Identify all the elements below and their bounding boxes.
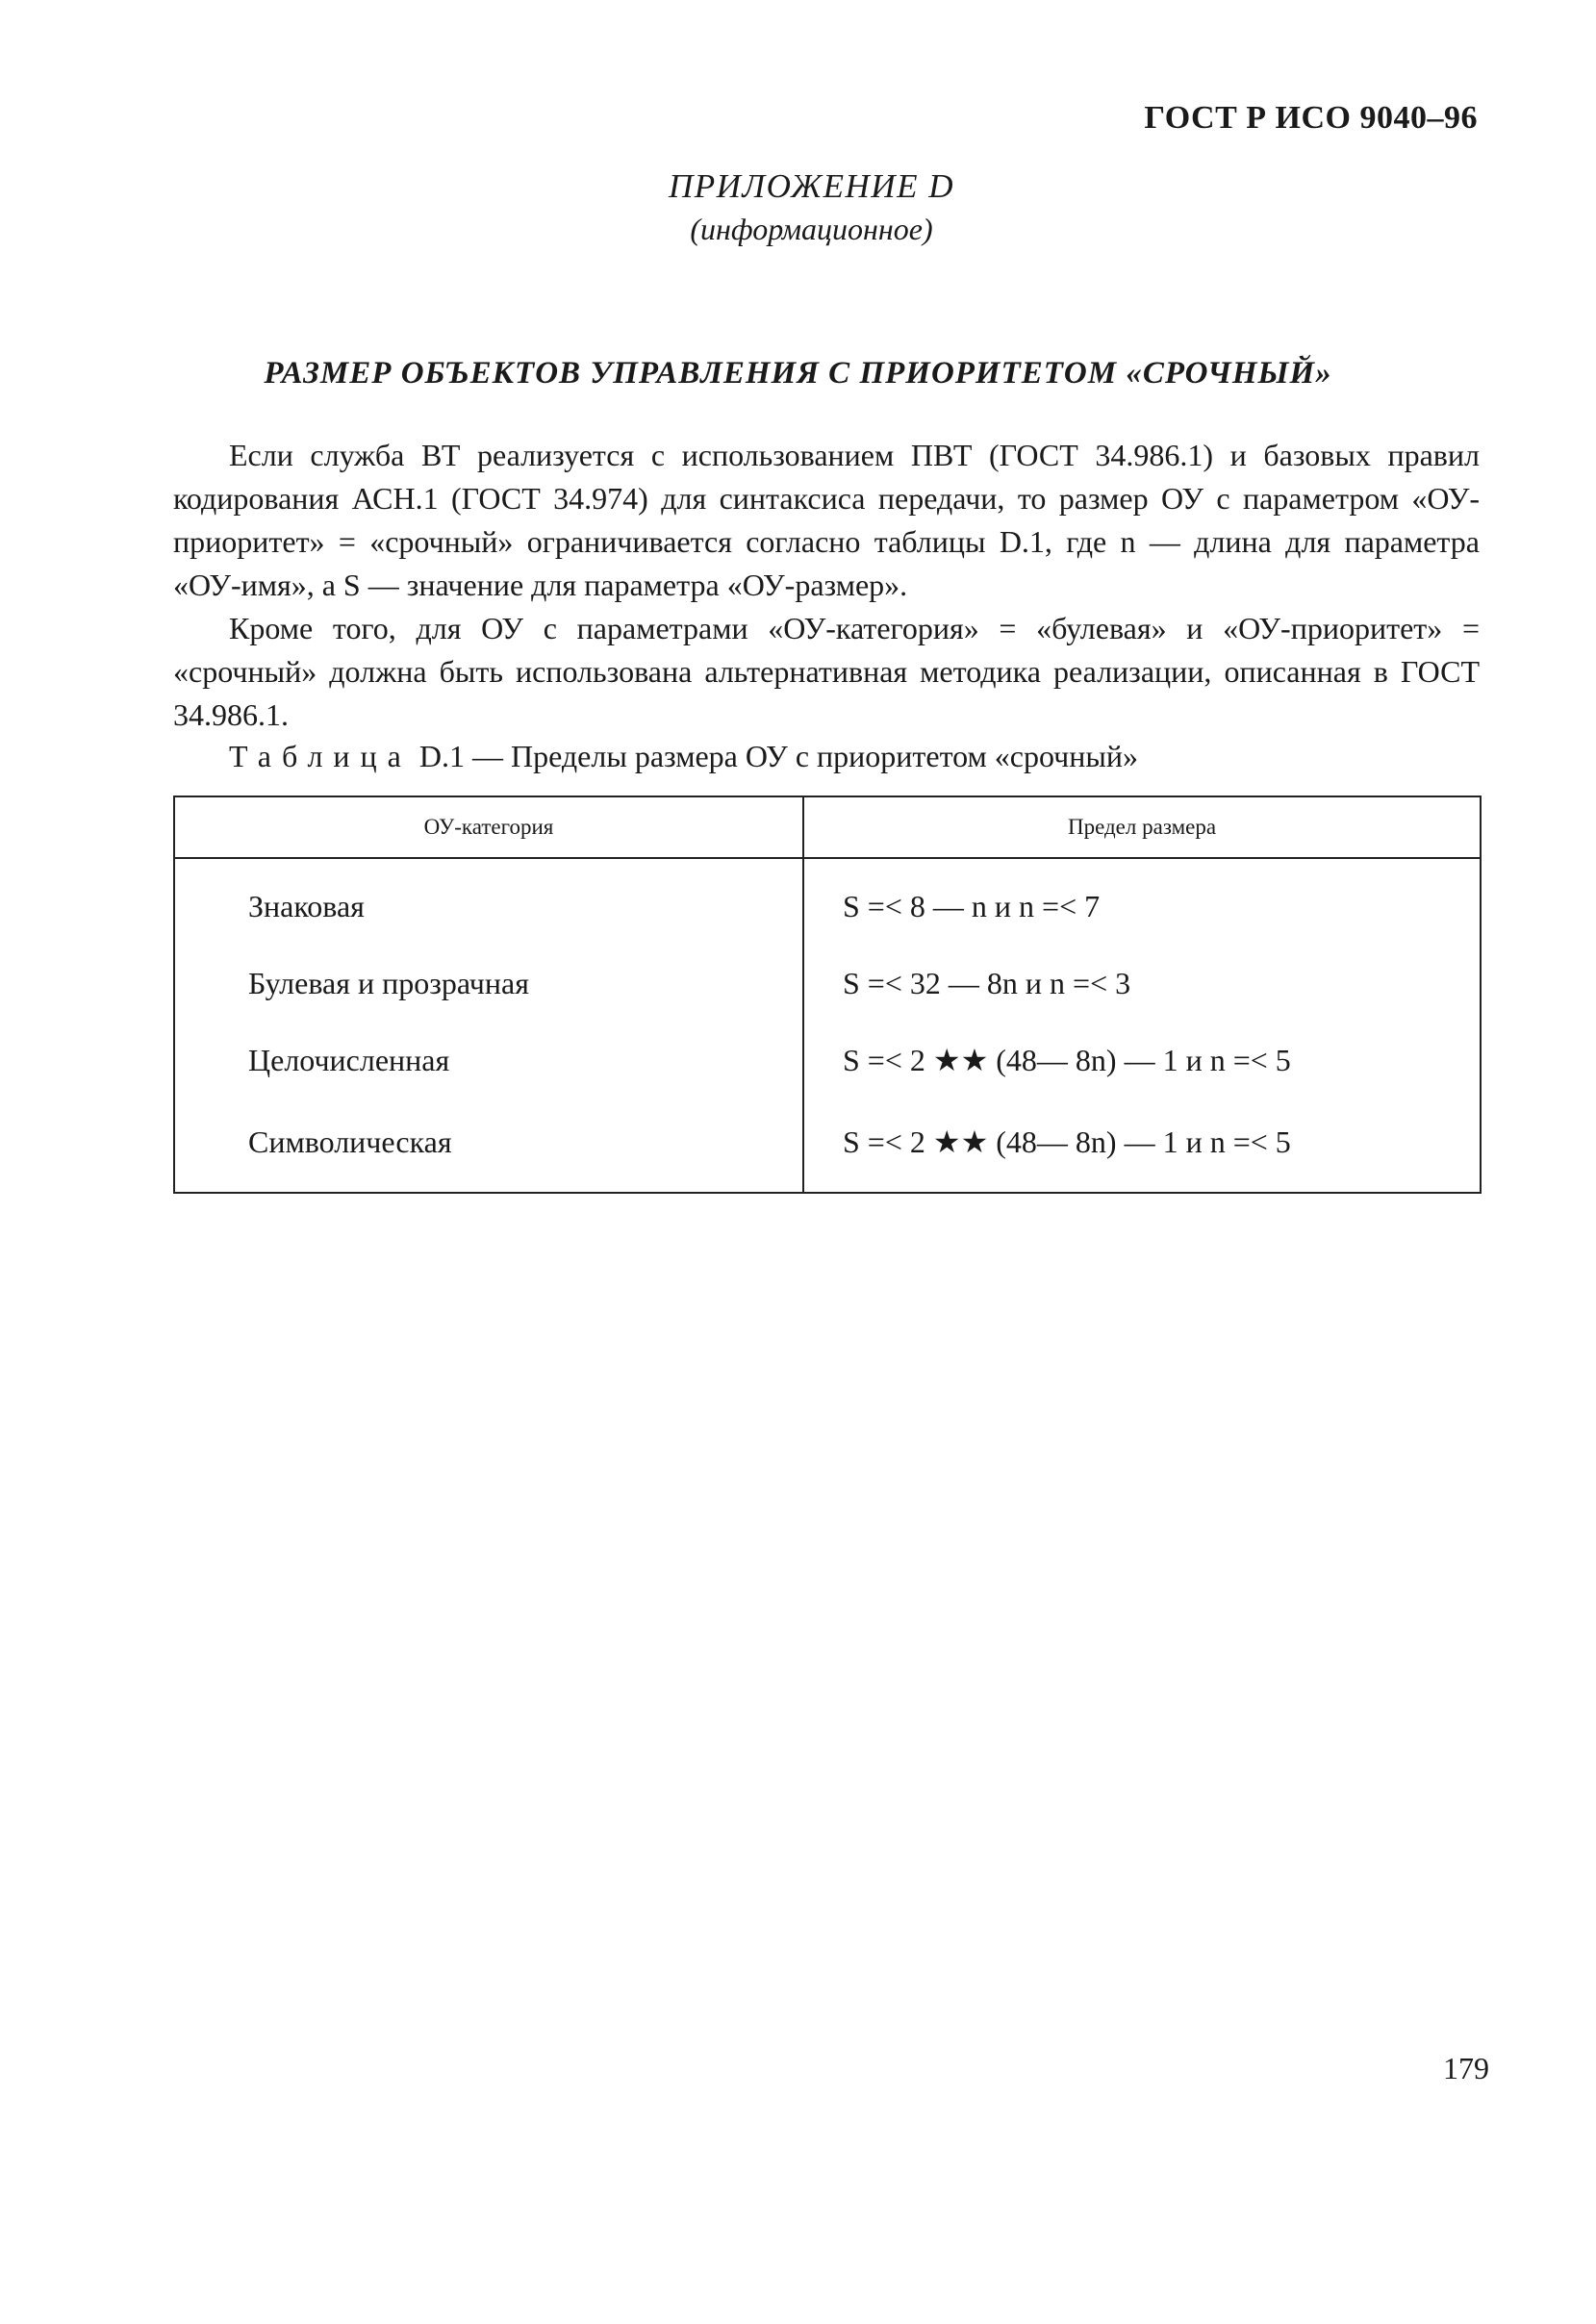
table-row xyxy=(174,858,1481,945)
table-row xyxy=(174,1099,1481,1193)
limit-cell: S =< 2 ★★ (48— 8n) — 1 и n =< 5 xyxy=(803,1022,1481,1099)
appendix-title: ПРИЛОЖЕНИЕ D xyxy=(669,167,954,205)
appendix-header xyxy=(0,167,1596,247)
category-cell: Знаковая xyxy=(248,888,365,923)
category-cell: Символическая xyxy=(248,1124,452,1159)
size-limits-table xyxy=(173,796,1482,1194)
table-row xyxy=(174,1022,1481,1099)
limit-cell: S =< 2 ★★ (48— 8n) — 1 и n =< 5 xyxy=(803,1099,1481,1193)
column-header-limit: Предел размера xyxy=(803,796,1481,858)
limit-cell: S =< 8 — n и n =< 7 xyxy=(803,858,1481,945)
table-header-row xyxy=(174,796,1481,858)
limit-cell: S =< 32 — 8n и n =< 3 xyxy=(803,945,1481,1022)
appendix-subtitle: (информационное) xyxy=(690,212,933,246)
paragraph: Кроме того, для ОУ с параметрами «ОУ-категория» = «булевая» и «ОУ-приоритет» = «срочный» должна быть использована альтернативная методика реализации, описанная в ГОСТ 34.986.1. xyxy=(173,611,1480,732)
table-caption-label: Таблица xyxy=(229,739,412,773)
table-row xyxy=(174,945,1481,1022)
table-caption xyxy=(229,739,1138,774)
paragraph: Если служба ВТ реализуется с использованием ПВТ (ГОСТ 34.986.1) и базовых правил кодирования АСН.1 (ГОСТ 34.974) для синтаксиса передачи, то размер ОУ с параметром «ОУ-приоритет» = «срочный» ограничивается согласно таблицы D.1, где n — длина для параметра «ОУ-имя», а S — значение для параметра «ОУ-размер». xyxy=(173,438,1480,602)
category-cell: Целочисленная xyxy=(248,1042,450,1077)
column-header-category: ОУ-категория xyxy=(174,796,803,858)
table-caption-text: D.1 — Пределы размера ОУ с приоритетом «срочный» xyxy=(418,739,1139,773)
page-number: 179 xyxy=(1443,2051,1489,2085)
standard-id: ГОСТ Р ИСО 9040–96 xyxy=(1144,100,1478,136)
body-text xyxy=(173,434,1480,737)
category-cell: Булевая и прозрачная xyxy=(248,965,529,1000)
section-heading: РАЗМЕР ОБЪЕКТОВ УПРАВЛЕНИЯ С ПРИОРИТЕТОМ «СРОЧНЫЙ» xyxy=(264,356,1332,391)
